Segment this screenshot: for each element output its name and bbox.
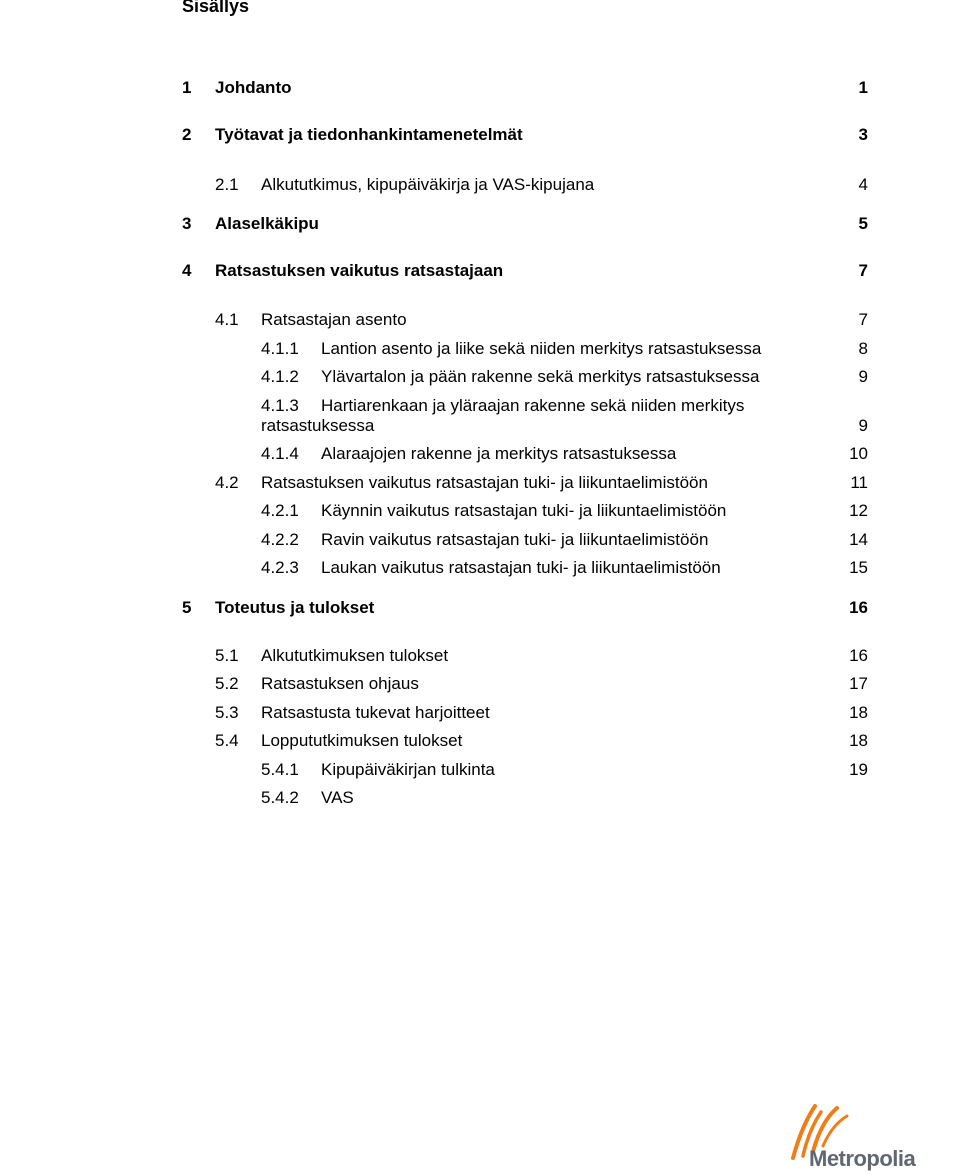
toc-title: Ratsastusta tukevat harjoitteet: [261, 703, 490, 722]
toc-number: 5.4: [215, 731, 239, 750]
toc-number: 4: [182, 261, 192, 280]
toc-number: 5.4.2: [261, 788, 299, 807]
toc-title: Ravin vaikutus ratsastajan tuki- ja liikuntaelimistöön: [321, 530, 709, 549]
toc-title: Alaraajojen rakenne ja merkitys ratsastuksessa: [321, 444, 677, 463]
toc-title: Johdanto: [215, 78, 292, 97]
toc-page: 17: [849, 674, 868, 693]
toc-number: 4.2.2: [261, 530, 299, 549]
toc-title: Ratsastuksen vaikutus ratsastajan tuki- ja liikuntaelimistöön: [261, 473, 708, 492]
toc-page: 4: [858, 175, 868, 194]
toc-number: 4.1.4: [261, 444, 299, 463]
toc-number: 5.3: [215, 703, 239, 722]
toc-page: 7: [858, 310, 868, 329]
toc-number: 4.2.1: [261, 501, 299, 520]
toc-number: 5.4.1: [261, 760, 299, 779]
toc-number: 5.2: [215, 674, 239, 693]
toc-title: VAS: [321, 788, 354, 807]
toc-page: 14: [849, 530, 868, 549]
toc-title: Ylävartalon ja pään rakenne sekä merkitys ratsastuksessa: [321, 367, 760, 386]
toc-number: 4.1.3: [261, 396, 299, 415]
toc-number: 1: [182, 78, 192, 97]
toc-number: 5.1: [215, 646, 239, 665]
toc-title: Lantion asento ja liike sekä niiden merkitys ratsastuksessa: [321, 339, 762, 358]
toc-page: 11: [850, 473, 868, 492]
metropolia-logo: [785, 1096, 955, 1171]
toc-title: Ratsastuksen vaikutus ratsastajaan: [215, 261, 504, 280]
toc-page: 19: [849, 760, 868, 779]
toc-title: Ratsastuksen ohjaus: [261, 674, 419, 693]
toc-page: 3: [858, 125, 868, 144]
toc-page: 1: [858, 78, 868, 97]
toc-title: Käynnin vaikutus ratsastajan tuki- ja liikuntaelimistöön: [321, 501, 727, 520]
toc-number: 4.1.1: [261, 339, 299, 358]
toc-page: 16: [849, 646, 868, 665]
toc-title: Loppututkimuksen tulokset: [261, 731, 463, 750]
toc-title: Työtavat ja tiedonhankintamenetelmät: [215, 125, 523, 144]
toc-page: 12: [849, 501, 868, 520]
toc-number: 4.2.3: [261, 558, 299, 577]
toc-page: 16: [849, 598, 868, 617]
toc-page: 10: [849, 444, 868, 463]
toc-title-continued: ratsastuksessa: [261, 416, 375, 435]
toc-page: 18: [849, 703, 868, 722]
toc-title: Kipupäiväkirjan tulkinta: [321, 760, 495, 779]
toc-entry-4-1-3[interactable]: [261, 396, 868, 440]
toc-number: 4.1: [215, 310, 239, 329]
toc-number: 3: [182, 214, 192, 233]
toc-number: 2.1: [215, 175, 239, 194]
toc-title: Ratsastajan asento: [261, 310, 407, 329]
toc-number: 4.2: [215, 473, 239, 492]
toc-title: Hartiarenkaan ja yläraajan rakenne sekä niiden merkitys: [321, 396, 745, 415]
toc-page: 7: [858, 261, 868, 280]
toc-page: 15: [849, 558, 868, 577]
toc-number: 5: [182, 598, 192, 617]
toc-number: 4.1.2: [261, 367, 299, 386]
toc-page: 18: [849, 731, 868, 750]
page-title: Sisällys: [182, 0, 250, 16]
toc-number: 2: [182, 125, 192, 144]
toc-page: 8: [858, 339, 868, 358]
toc-page: 9: [858, 367, 868, 386]
toc-title: Toteutus ja tulokset: [215, 598, 375, 617]
toc-page: 5: [858, 214, 868, 233]
toc-title: Alkututkimuksen tulokset: [261, 646, 449, 665]
toc-title: Laukan vaikutus ratsastajan tuki- ja liikuntaelimistöön: [321, 558, 721, 577]
logo-text: Metropolia: [809, 1146, 916, 1171]
toc-page: 9: [858, 416, 868, 435]
toc-title: Alaselkäkipu: [215, 214, 319, 233]
toc-title: Alkututkimus, kipupäiväkirja ja VAS-kipujana: [261, 175, 595, 194]
